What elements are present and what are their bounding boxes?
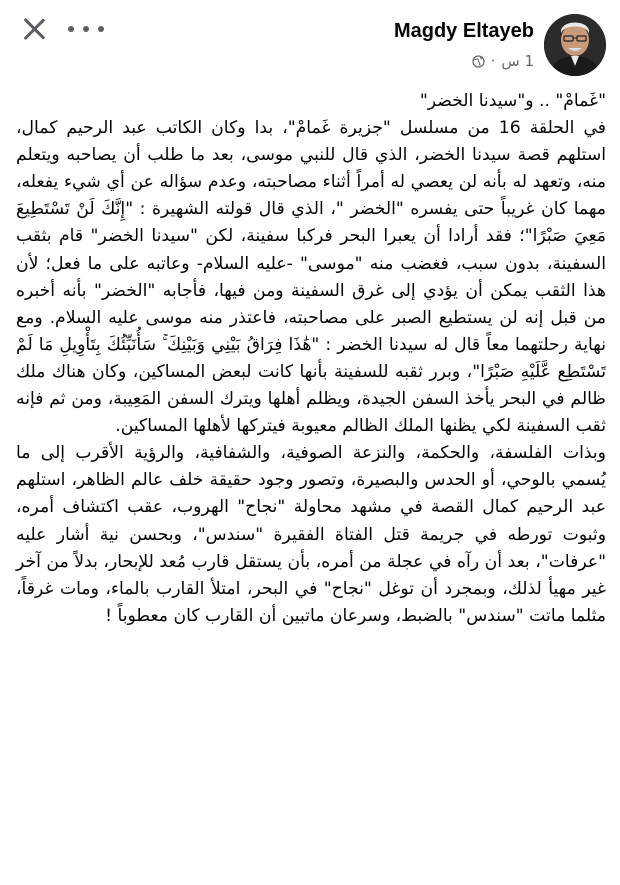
post-title: "غَمامْ" .. و"سيدنا الخضر" xyxy=(419,91,606,111)
post-meta xyxy=(472,52,534,70)
avatar-portrait-icon xyxy=(544,14,606,76)
dot xyxy=(98,26,104,32)
dot xyxy=(83,26,89,32)
post-header xyxy=(0,0,620,92)
more-options-icon[interactable] xyxy=(68,22,104,36)
meta-separator: · xyxy=(490,52,496,70)
post-paragraph: وبذات الفلسفة، والحكمة، والنزعة الصوفية، والشفافية، والرؤية الأقرب إلى ما يُسمي بالوحي، أو الحدس والبصيرة، وتصور وجود حقيقة خلف عالم الظاهر، استلهم عبد الرحيم كمال القصة في مشهد محاولة "نجاح" الهروب، عقب اكتشاف أمره، وثبوت تورطه في جريمة قتل الفتاة الفقيرة "سندس"، وبحسن نية أشار عليه "عرفات"، بعد أن رآه في عجلة من أمره، بأن يستقل قارب مُعد للإبحار، بدلاً من آخر غير مهيأ لذلك، وبمجرد أن توغل "نجاح" في البحر، امتلأ القارب بالماء، ومات غرقاً، مثلما ماتت "سندس" بالضبط، وسرعان ماتبين أن القارب كان معطوباً ! xyxy=(16,443,606,626)
post-timestamp[interactable]: 1 س xyxy=(501,52,534,70)
author-name[interactable]: Magdy Eltayeb xyxy=(393,20,534,42)
globe-icon[interactable] xyxy=(472,55,485,68)
close-icon[interactable] xyxy=(18,13,50,45)
dot xyxy=(68,26,74,32)
avatar[interactable] xyxy=(544,14,606,76)
post-body xyxy=(16,88,606,630)
post-paragraph: في الحلقة 16 من مسلسل "جزيرة غَمامْ"، بدا وكان الكاتب عبد الرحيم كمال، استلهم قصة سيدنا الخضر، الذي قال للنبي موسى، بعد ما طلب أن يصاحبه ويتعلم منه، وتعهد له بأنه لن يعصي له أمراً أثناء مصاحبته، وعدم سؤاله عن أي شيء يفعله، مهما كان غريباً حتى يفسره "الخضر "، الذي قال قولته الشهيرة : "إِنَّكَ لَنْ تَسْتَطِيعَ مَعِيَ صَبْرًا"؛ فقد أرادا أن يعبرا البحر فركبا سفينة، لكن "سيدنا الخضر" قام بثقب السفينة، بدون سبب، فغضب منه "موسى" -عليه السلام- وعاتبه على ما فعل؛ لأن هذا الثقب يمكن أن يؤدي إلى غرق السفينة ومن فيها، فأجابه "الخضر" بأنه أخبره من قبل إنه لن يستطيع الصبر على مصاحبته، فاعتذر منه موسى عليه السلام. ومع نهاية رحلتهما معاً قال له سيدنا الخضر : "هَٰذَا فِرَاقُ بَيْنِي وَبَيْنِكَ ۚ سَأُنَبِّئُكَ بِتَأْوِيلِ مَا لَمْ تَسْتَطِع عَّلَيْهِ صَبْرًا"، وبرر ثقبه للسفينة بأنها كانت لبعض المساكين، وكان هناك ملك ظالم في البحر يأخذ السفن الجيدة، ويظلم أهلها ويترك السفن المَعِيبة، ومن ثم فإنه ثقب السفينة لكي يظنها الملك الظالم معيوبة فيتركها لأهلها المساكين. xyxy=(16,118,606,437)
